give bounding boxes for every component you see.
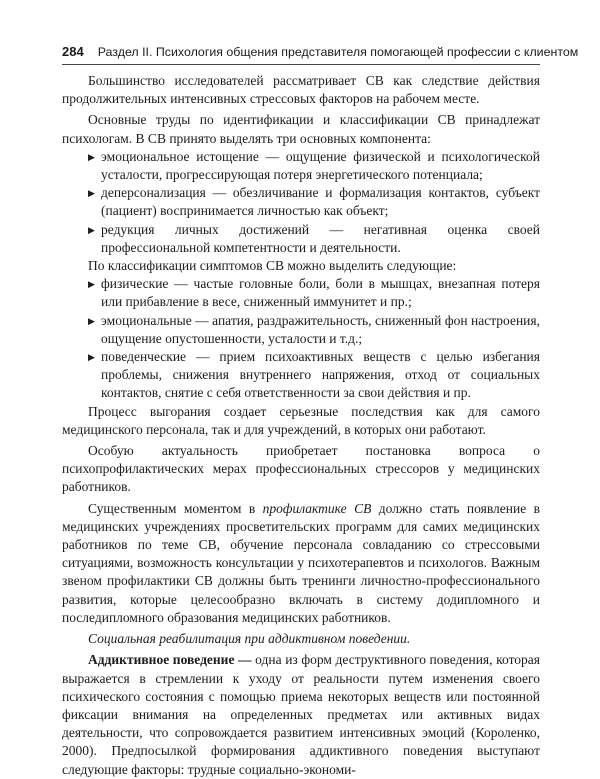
section-subheading: Социальная реабилитация при аддиктивном поведении. — [88, 631, 411, 647]
list-item: ▶ деперсонализация — обезличивание и формализация контактов, субъект (пациент) воспринимается личностью как объект; — [88, 185, 540, 219]
paragraph-6: Существенным моментом в профилактике СВ должно стать появление в медицинских учреждениях просветительских программ для самих медицинских работников по теме СВ, обучение персонала совладанию со стрессовыми ситуациями, возможность консультации у психотерапевтов и психологов. Важным звеном профилактики СВ должны быть тренинги личностно-профессионального развития, которые целесообразно включать в систему додипломного и последипломного образования медицинских работников. — [62, 500, 540, 625]
list-item: ▶ эмоциональные — апатия, раздражительность, сниженный фон настроения, ощущение опустошенности, усталости и т.д.; — [88, 312, 540, 346]
emphasis-term: профилактике СВ — [262, 500, 372, 516]
running-title: Раздел II. Психология общения представителя помогающей профессии с клиентом — [97, 45, 579, 59]
paragraph-2: Основные труды по идентификации и классификации СВ принадлежат психологам. В СВ принято выделять три основных компонента: — [62, 112, 540, 146]
paragraph-3: По классификации симптомов СВ можно выделить следующие: — [88, 258, 457, 274]
bold-term: Аддиктивное поведение — — [88, 652, 252, 668]
list-item: ▶ физические — частые головные боли, боли в мышцах, внезапная потеря или прибавление в весе, сниженный иммунитет и пр.; — [88, 276, 540, 310]
triangle-bullet-icon: ▶ — [88, 352, 95, 363]
components-list — [62, 148, 540, 257]
triangle-bullet-icon: ▶ — [88, 224, 95, 235]
paragraph-5: Особую актуальность приобретает постановка вопроса о психопрофилактических мерах профессиональных стрессоров у медицинских работников. — [62, 443, 540, 495]
triangle-bullet-icon: ▶ — [88, 151, 95, 162]
page-body — [62, 72, 540, 779]
triangle-bullet-icon: ▶ — [88, 188, 95, 199]
list-item: ▶ редукция личных достижений — негативная оценка своей профессиональной компетентности и деятельности. — [88, 221, 540, 255]
paragraph-1: Большинство исследователей рассматривает СВ как следствие действия продолжительных интенсивных стрессовых факторов на рабочем месте. — [62, 73, 540, 107]
running-header — [62, 42, 579, 65]
paragraph-8: Аддиктивное поведение — одна из форм деструктивного поведения, которая выражается в стремлении к уходу от реальности путем изменения своего психического состояния с помощью приема некоторых веществ или постоянной фиксации внимания на определенных предметах или активных видах деятельности, что сопровождается развитием интенсивных эмоций (Короленко, 2000). Предпосылкой формирования аддиктивного поведения выступают следующие факторы: трудные социально-экономи- — [62, 652, 540, 777]
paragraph-4: Процесс выгорания создает серьезные последствия как для самого медицинского персонала, так и для учреждений, в которых они работают. — [62, 403, 540, 437]
list-item: ▶ эмоциональное истощение — ощущение физической и психологической усталости, прогрессирующая потеря энергетического потенциала; — [88, 148, 540, 183]
triangle-bullet-icon: ▶ — [88, 279, 95, 290]
list-item: ▶ поведенческие — прием психоактивных веществ с целью избегания проблемы, снижения внутреннего напряжения, отход от социальных контактов, снятие с себя ответственности за свои действия и пр. — [88, 349, 540, 401]
triangle-bullet-icon: ▶ — [88, 315, 95, 326]
page-number: 284 — [62, 44, 84, 59]
symptoms-list — [62, 275, 540, 402]
